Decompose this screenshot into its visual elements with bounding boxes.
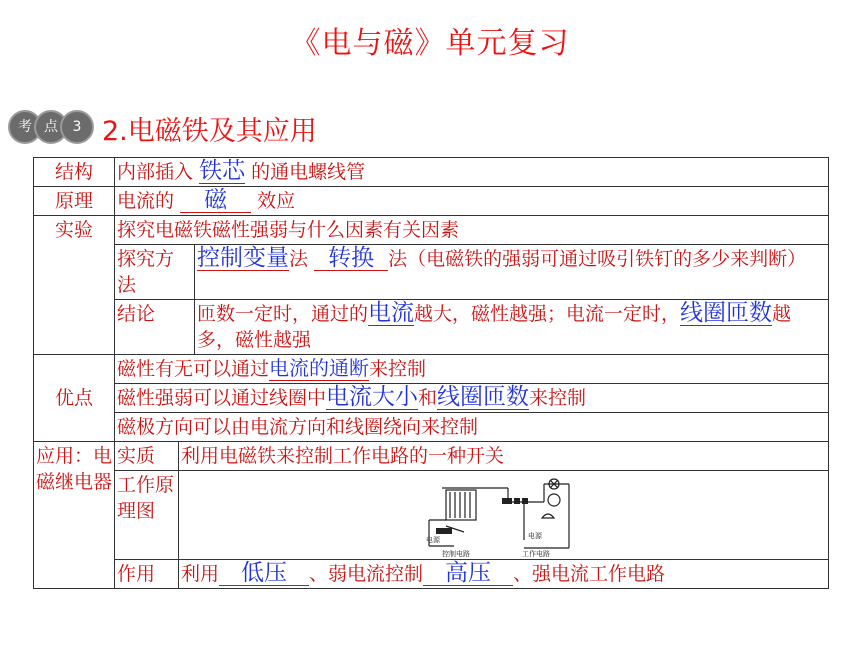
method-mid: 法 (289, 248, 309, 270)
row-label-principle: 原理 (34, 187, 115, 216)
badge-circle-2: 点 (34, 110, 68, 144)
answer-control-variable: 控制变量 (197, 245, 289, 271)
answer-low-voltage: 低压 (219, 561, 309, 586)
table-row (34, 245, 829, 300)
adv1-pre: 磁性有无可以通过 (117, 358, 270, 380)
experiment-text: 探究电磁铁磁性强弱与什么因素有关因素 (115, 216, 829, 245)
essence-text: 利用电磁铁来控制工作电路的一种开关 (179, 442, 829, 471)
advantage-2 (115, 384, 829, 413)
diagram-label-source1: 电源 (425, 537, 440, 544)
row-label-structure: 结构 (34, 158, 115, 187)
conclusion-post: 越多，磁性越强 (197, 303, 792, 351)
row-label-application: 应用：电磁继电器 (34, 442, 115, 589)
advantage-3: 磁极方向可以由电流方向和线圈绕向来控制 (115, 413, 829, 442)
method-post: 法（电磁铁的强弱可通过吸引铁钉的多少来判断） (388, 248, 807, 270)
table-row (34, 355, 829, 384)
principle-pre: 电流的 (117, 190, 175, 212)
answer-iron-core: 铁芯 (199, 158, 246, 184)
section-title: 2.电磁铁及其应用 (102, 116, 317, 147)
function-pre: 利用 (181, 563, 220, 585)
answer-coil-turns: 线圈匝数 (680, 300, 773, 326)
diagram-label-work: 工作电路 (521, 551, 550, 558)
adv2-post: 来控制 (529, 387, 587, 409)
conclusion-cell (195, 300, 829, 355)
topic-badge (8, 110, 90, 144)
diagram-label-control: 控制电路 (441, 551, 470, 558)
function-post: 、强电流工作电路 (513, 563, 666, 585)
table-row (34, 300, 829, 355)
conclusion-pre: 匝数一定时，通过的 (197, 303, 369, 325)
principle-post: 效应 (257, 190, 296, 212)
summary-table (33, 157, 829, 589)
answer-high-voltage: 高压 (423, 561, 513, 586)
table-row (34, 413, 829, 442)
essence-label: 实质 (115, 442, 179, 471)
diagram-label-source2: 电源 (527, 533, 542, 540)
row-label-experiment: 实验 (34, 216, 115, 355)
conclusion-label: 结论 (115, 300, 195, 355)
principle-cell (115, 187, 829, 216)
diagram-cell (179, 471, 829, 560)
table-row (34, 216, 829, 245)
table-row (34, 187, 829, 216)
advantage-1 (115, 355, 829, 384)
adv1-post: 来控制 (369, 358, 427, 380)
answer-magnetic: 磁 (180, 188, 251, 213)
adv2-mid: 和 (418, 387, 438, 409)
row-label-advantages: 优点 (34, 355, 115, 442)
answer-conversion: 转换 (314, 246, 388, 271)
answer-current: 电流 (368, 300, 415, 326)
answer-coil-turns-2: 线圈匝数 (437, 384, 530, 410)
slide-title: 《电与磁》单元复习 (290, 26, 570, 61)
principle-diagram-label: 工作原理图 (115, 471, 179, 560)
method-cell (195, 245, 829, 300)
table-row (34, 384, 829, 413)
relay-circuit-diagram (424, 478, 584, 558)
table-row (34, 471, 829, 560)
structure-post: 的通电螺线管 (251, 161, 366, 183)
table-row (34, 158, 829, 187)
answer-current-size: 电流大小 (326, 384, 419, 410)
badge-circle-1: 考 (8, 110, 42, 144)
adv2-pre: 磁性强弱可以通过线圈中 (117, 387, 327, 409)
function-cell (179, 560, 829, 589)
structure-pre: 内部插入 (117, 161, 194, 183)
function-mid: 、弱电流控制 (309, 563, 424, 585)
function-label: 作用 (115, 560, 179, 589)
conclusion-mid: 越大，磁性越强；电流一定时， (414, 303, 681, 325)
method-label: 探究方法 (115, 245, 195, 300)
badge-circle-3: 3 (60, 110, 94, 144)
answer-on-off: 电流的通断 (269, 356, 370, 380)
table-row (34, 442, 829, 471)
structure-cell (115, 158, 829, 187)
table-row (34, 560, 829, 589)
